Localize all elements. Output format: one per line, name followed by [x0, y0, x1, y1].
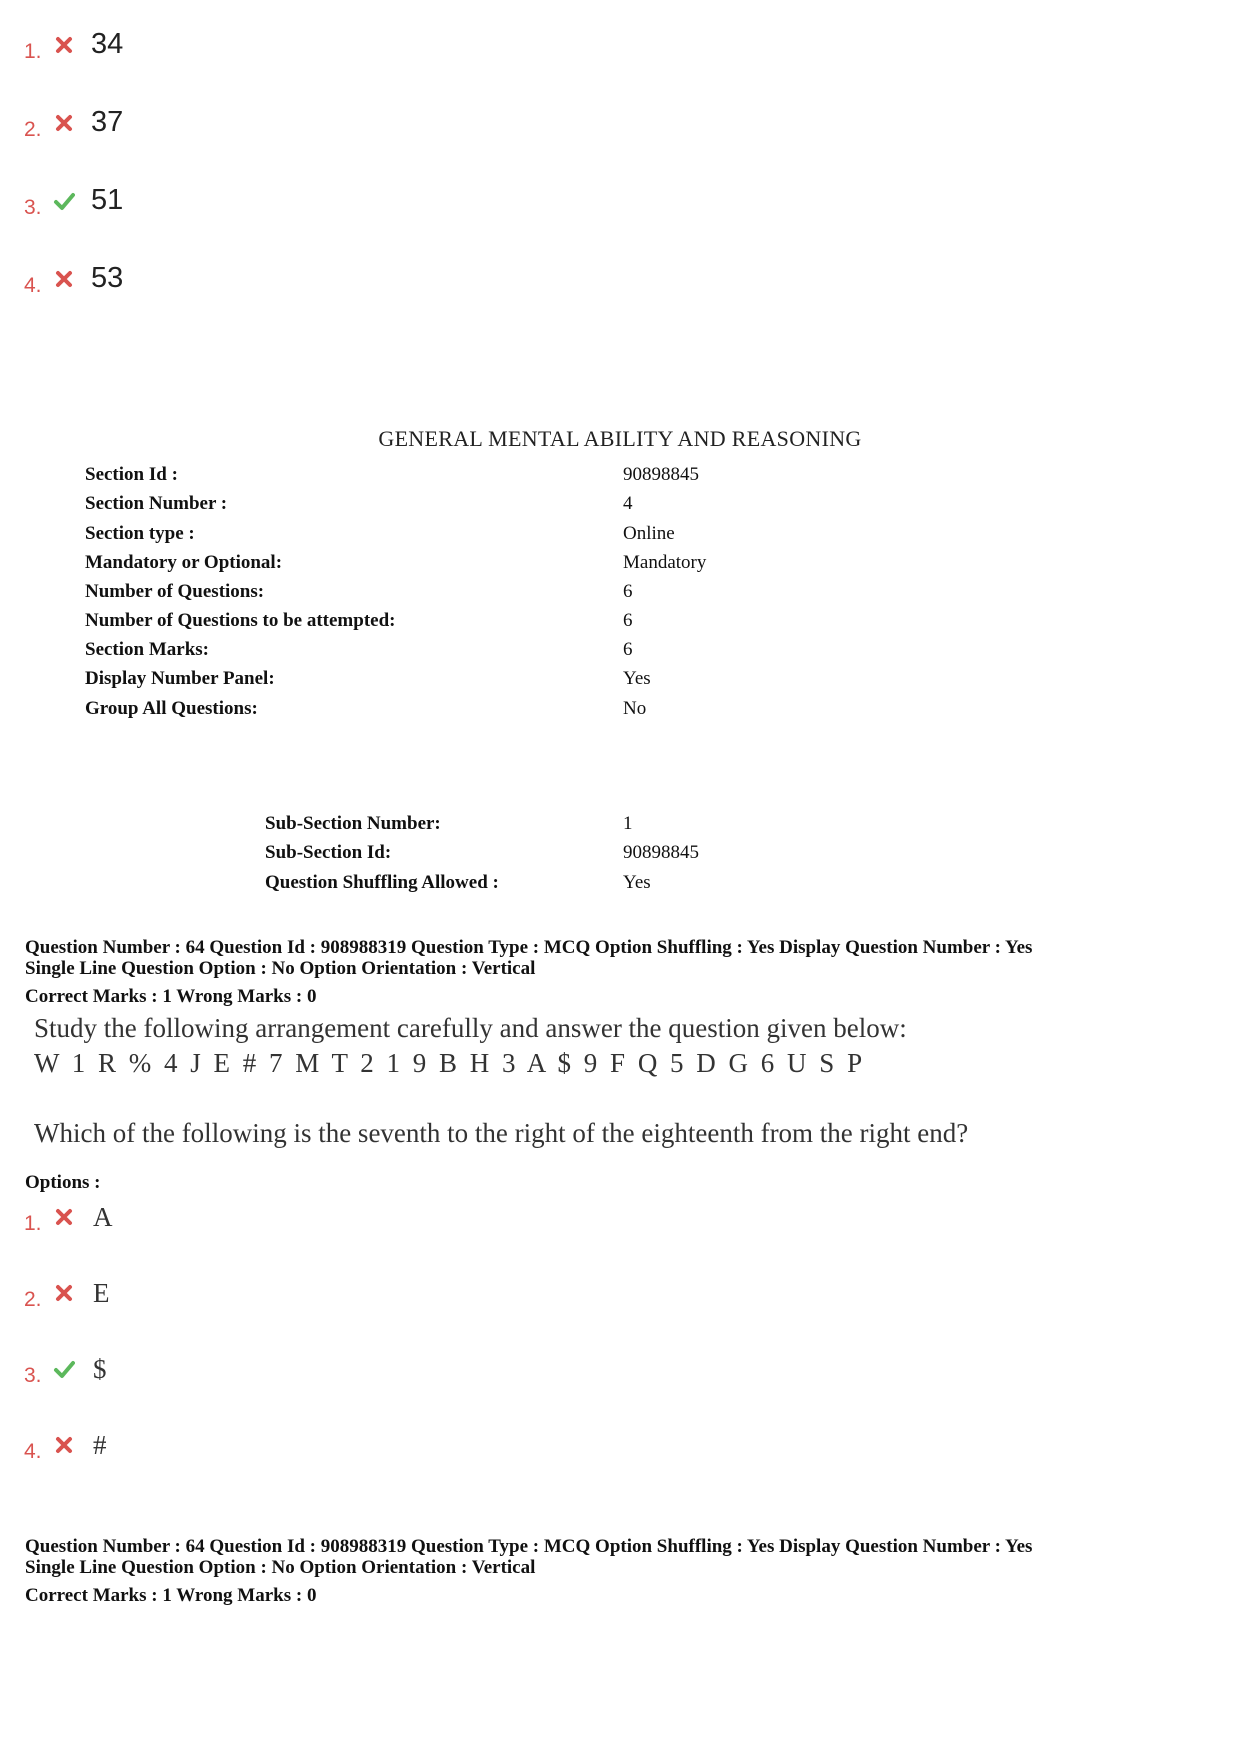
section-row-value: 6: [623, 581, 633, 602]
question-instruction: Study the following arrangement carefully and answer the question given below:: [34, 1013, 907, 1043]
section-title: GENERAL MENTAL ABILITY AND REASONING: [378, 426, 862, 451]
section-row-value: Yes: [623, 668, 651, 689]
option-number: 2.: [24, 118, 42, 141]
wrong-cross-icon: [53, 268, 75, 290]
wrong-cross-icon: [53, 34, 75, 56]
section-row-value: Online: [623, 523, 675, 544]
wrong-cross-icon: [53, 1282, 75, 1304]
section-row-value: 90898845: [623, 464, 699, 485]
option-number: 1.: [24, 1212, 42, 1235]
question-meta-line: Question Number : 64 Question Id : 908988319 Question Type : MCQ Option Shuffling : Yes Display Question Number : Yes: [25, 1536, 1033, 1557]
option-number: 4.: [24, 274, 42, 297]
section-row-value: No: [623, 698, 647, 719]
option-number: 1.: [24, 40, 42, 63]
section-row-label: Section Number :: [85, 493, 228, 514]
section-row-label: Section type :: [85, 523, 195, 544]
question-sequence: W 1 R % 4 J E # 7 M T 2 1 9 B H 3 A $ 9 F Q 5 D G 6 U S P: [34, 1048, 866, 1078]
correct-check-icon: [53, 190, 75, 212]
option-number: 3.: [24, 1364, 42, 1387]
option-number: 3.: [24, 196, 42, 219]
section-row-label: Number of Questions to be attempted:: [85, 610, 396, 631]
option-value: 53: [91, 262, 124, 294]
correct-check-icon: [53, 1358, 75, 1380]
question-marks-line: Correct Marks : 1 Wrong Marks : 0: [25, 986, 317, 1007]
question-meta-line: Single Line Question Option : No Option Orientation : Vertical: [25, 1557, 536, 1578]
option-value: $: [93, 1354, 107, 1384]
section-row-value: 4: [623, 493, 633, 514]
options-label: Options :: [25, 1172, 101, 1193]
wrong-cross-icon: [53, 112, 75, 134]
option-value: 37: [91, 106, 124, 138]
option-value: 51: [91, 184, 124, 216]
option-number: 2.: [24, 1288, 42, 1311]
option-value: 34: [91, 28, 124, 60]
option-value: #: [93, 1430, 107, 1460]
section-row-label: Section Marks:: [85, 639, 210, 660]
question-text: Which of the following is the seventh to the right of the eighteenth from the right end?: [34, 1118, 969, 1148]
wrong-cross-icon: [53, 1434, 75, 1456]
question-meta-line: Question Number : 64 Question Id : 908988319 Question Type : MCQ Option Shuffling : Yes Display Question Number : Yes: [25, 937, 1033, 958]
option-number: 4.: [24, 1440, 42, 1463]
wrong-cross-icon: [53, 1206, 75, 1228]
subsection-row-value: Yes: [623, 872, 651, 893]
subsection-row-label: Question Shuffling Allowed :: [265, 872, 499, 893]
section-row-label: Mandatory or Optional:: [85, 552, 283, 573]
section-row-value: 6: [623, 639, 633, 660]
section-row-label: Number of Questions:: [85, 581, 265, 602]
section-row-label: Section Id :: [85, 464, 178, 485]
section-row-value: 6: [623, 610, 633, 631]
option-value: E: [93, 1278, 110, 1308]
question-marks-line: Correct Marks : 1 Wrong Marks : 0: [25, 1585, 317, 1606]
subsection-row-value: 90898845: [623, 842, 699, 863]
subsection-row-value: 1: [623, 813, 633, 834]
subsection-row-label: Sub-Section Number:: [265, 813, 441, 834]
question-meta-line: Single Line Question Option : No Option Orientation : Vertical: [25, 958, 536, 979]
section-row-label: Group All Questions:: [85, 698, 258, 719]
option-value: A: [93, 1202, 113, 1232]
section-row-value: Mandatory: [623, 552, 707, 573]
subsection-row-label: Sub-Section Id:: [265, 842, 392, 863]
section-row-label: Display Number Panel:: [85, 668, 275, 689]
